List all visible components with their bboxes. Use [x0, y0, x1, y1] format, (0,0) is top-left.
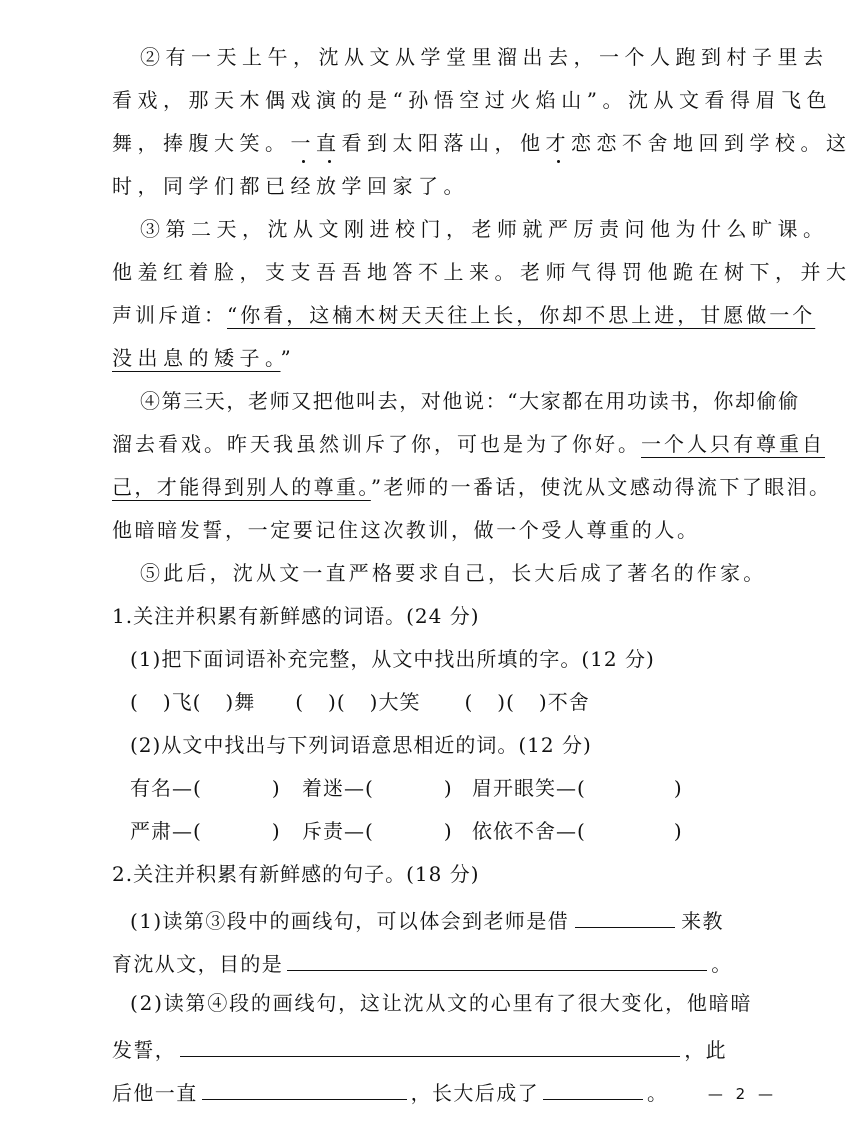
- question1-title: 1.关注并积累有新鲜感的词语。(24 分): [112, 604, 480, 628]
- question2-sub2-line1: (2)读第④段的画线句，这让沈从文的心里有了很大变化，他暗暗: [130, 991, 753, 1015]
- para2-line1: ②有一天上午，沈从文从学堂里溜出去，一个人跑到村子里去: [140, 45, 829, 69]
- synonym-close-3: ): [673, 776, 683, 800]
- para2-line3-a: 舞，捧腹大笑。: [112, 131, 291, 155]
- synonym-word-6: 依依不舍—(: [472, 819, 586, 843]
- para4-line2: [112, 432, 825, 456]
- q2-s2-text-c: ，此: [684, 1038, 728, 1062]
- synonym-close-5: ): [443, 819, 453, 843]
- underlined-sentence-para3-part1: “你看，这楠木树天天往上长，你却不思上进，甘愿做一个: [227, 303, 816, 327]
- para4-line4: 他暗暗发誓，一定要记住这次教训，做一个受人尊重的人。: [112, 518, 700, 542]
- para3-line3: [112, 303, 815, 327]
- q2-s1-text-c: 育沈从文，目的是: [112, 952, 284, 976]
- synonym-row-3: [472, 776, 683, 800]
- synonym-row-6: [472, 819, 683, 843]
- synonym-row-1: [130, 776, 281, 800]
- answer-blank-method[interactable]: [575, 905, 675, 928]
- para4-line1: ④第三天，老师又把他叫去，对他说：“大家都在用功读书，你却偷偷: [140, 389, 800, 413]
- emphasis-char-cai: 才: [545, 131, 571, 155]
- answer-blank-vow[interactable]: [180, 1034, 680, 1057]
- q2-s1-text-d: 。: [711, 952, 733, 976]
- synonym-close-2: ): [443, 776, 453, 800]
- para3-line4-b: ”: [280, 346, 297, 370]
- fill-word-2-tail: )大笑: [369, 690, 421, 714]
- question2-sub2-line2: [112, 1034, 727, 1062]
- para2-line3-f: 恋恋不舍地回到学校。这: [571, 131, 852, 155]
- question2-sub1-line1: [130, 905, 724, 933]
- fill-blank-1[interactable]: (: [130, 690, 139, 714]
- emphasis-char-yi: 一: [290, 131, 316, 155]
- para3-line1: ③第二天，沈从文刚进校门，老师就严厉责问他为什么旷课。: [140, 217, 829, 241]
- underlined-sentence-para4-part2: 己，才能得到别人的尊重。: [112, 475, 371, 499]
- para2-line3: [112, 131, 852, 155]
- question2-sub1-line2: [112, 948, 733, 976]
- synonym-word-4: 严肃—(: [130, 819, 202, 843]
- synonym-row-4: [130, 819, 281, 843]
- fill-blank-5[interactable]: (: [464, 690, 474, 714]
- synonym-word-5: 斥责—(: [302, 819, 374, 843]
- q2-s1-text-b: 来教: [681, 909, 724, 933]
- para5-line1: ⑤此后，沈从文一直严格要求自己，长大后成了著名的作家。: [140, 561, 767, 585]
- underlined-sentence-para4-part1: 一个人只有尊重自: [641, 432, 825, 456]
- synonym-word-2: 着迷—(: [302, 776, 374, 800]
- synonym-close-1: ): [271, 776, 281, 800]
- para2-line4: 时，同学们都已经放学回家了。: [112, 174, 469, 198]
- synonym-close-4: ): [271, 819, 281, 843]
- para4-line2-a: 溜去看戏。昨天我虽然训斥了你，可也是为了你好。: [112, 432, 641, 456]
- fill-word-1-tail: )舞: [225, 690, 256, 714]
- question1-sub1: (1)把下面词语补充完整，从文中找出所填的字。(12 分): [130, 647, 655, 671]
- q2-s2-text-e: ，长大后成了: [410, 1081, 540, 1105]
- question2-sub2-line3: [112, 1077, 668, 1105]
- answer-blank-became[interactable]: [543, 1077, 643, 1100]
- q2-s2-text-d: 后他一直: [112, 1081, 198, 1105]
- para4-line3: [112, 475, 831, 499]
- synonym-row-2: [302, 776, 453, 800]
- underlined-sentence-para3-part2: 没出息的矮子。: [112, 346, 281, 370]
- synonym-word-1: 有名—(: [130, 776, 202, 800]
- synonym-word-3: 眉开眼笑—(: [472, 776, 586, 800]
- answer-blank-purpose[interactable]: [287, 948, 707, 971]
- q2-s2-text-f: 。: [647, 1081, 669, 1105]
- answer-blank-effort[interactable]: [202, 1077, 407, 1100]
- q2-s2-text-b: 发誓，: [112, 1038, 177, 1062]
- question2-title: 2.关注并积累有新鲜感的句子。(18 分): [112, 862, 480, 886]
- para3-line4: [112, 346, 296, 370]
- para3-line3-a: 声训斥道：: [112, 303, 227, 327]
- question1-sub2: (2)从文中找出与下列词语意思相近的词。(12 分): [130, 733, 592, 757]
- para2-line2: 看戏，那天木偶戏演的是“孙悟空过火焰山”。沈从文看得眉飞色: [112, 88, 832, 112]
- fill-word-3-tail: )不舍: [538, 690, 590, 714]
- fill-blank-3[interactable]: (: [295, 690, 305, 714]
- fill-blank-2[interactable]: )飞(: [162, 690, 202, 714]
- emphasis-char-zhi: 直: [316, 131, 342, 155]
- para2-line3-d: 看到太阳落山，他: [341, 131, 546, 155]
- para4-line3-b: ”老师的一番话，使沈从文感动得流下了眼泪。: [370, 475, 832, 499]
- question1-fill-row: [130, 690, 590, 714]
- synonym-close-6: ): [673, 819, 683, 843]
- fill-blank-4[interactable]: )(: [328, 690, 346, 714]
- para3-line2: 他羞红着脸，支支吾吾地答不上来。老师气得罚他跪在树下，并大: [112, 260, 852, 284]
- fill-blank-6[interactable]: )(: [497, 690, 515, 714]
- synonym-row-5: [302, 819, 453, 843]
- q2-s1-text-a: (1)读第③段中的画线句，可以体会到老师是借: [130, 909, 570, 933]
- page-number: — 2 —: [707, 1085, 777, 1103]
